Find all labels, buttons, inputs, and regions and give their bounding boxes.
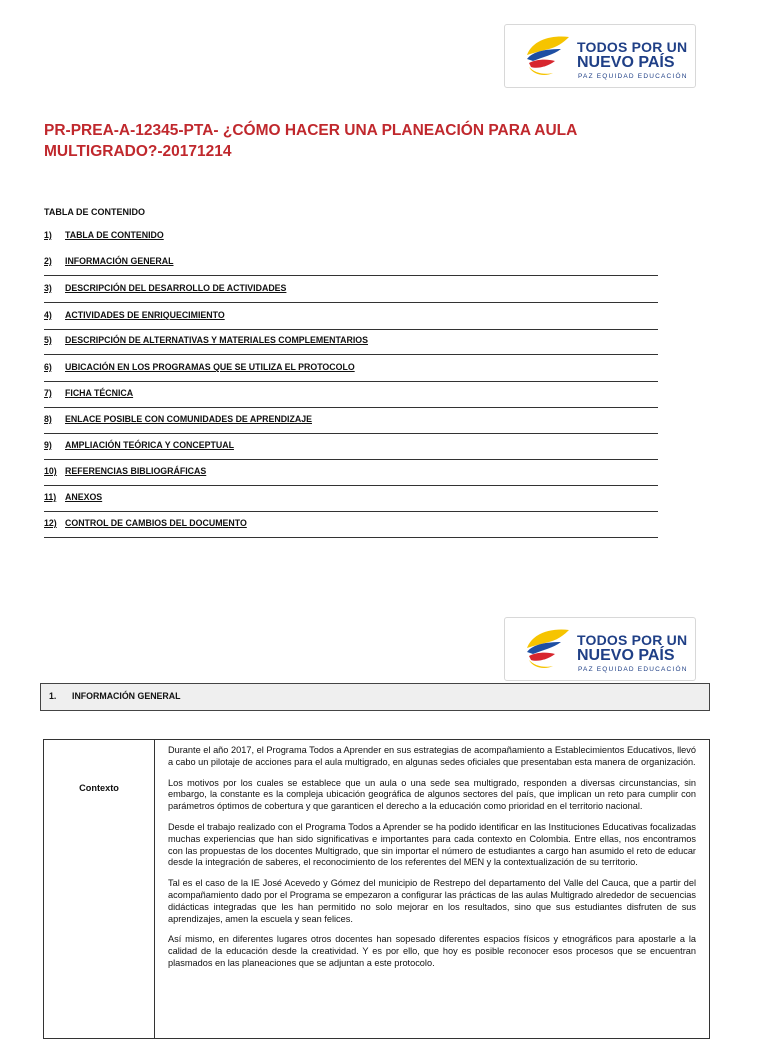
section-header [40, 683, 710, 711]
toc-item-label[interactable]: UBICACIÓN EN LOS PROGRAMAS QUE SE UTILIZA EL PROTOCOLO [65, 362, 355, 372]
context-paragraph: Durante el año 2017, el Programa Todos a Aprender en sus estrategias de acompañamiento a Establecimientos Educativos, llevó a cabo un pilotaje de acciones para el aula multigrado, en algunas sedes oficiales que presentaban esta manera de organización. [168, 745, 696, 767]
toc-item-number: 1) [44, 230, 52, 240]
toc-divider [44, 511, 658, 512]
toc-divider [44, 459, 658, 460]
toc-item-number: 9) [44, 440, 52, 450]
toc-item[interactable] [44, 464, 658, 486]
brand-line-2: NUEVO PAÍS [577, 54, 675, 71]
toc-item[interactable] [44, 360, 658, 382]
brand-logo [504, 24, 696, 88]
context-paragraph: Tal es el caso de la IE José Acevedo y Gómez del municipio de Restrepo del departamento del Valle del Cauca, que a partir del acompañamiento dado por el Programa se empezaron a configurar las prácticas de las aulas Multigrado alrededor de secuencias didácticas integradas que les han permitido no solo mejorar en los resultados, sino que sus estudiantes disfruten de sus aprendizajes, amen la escuela y sean felices. [168, 878, 696, 924]
toc-item-label[interactable]: ACTIVIDADES DE ENRIQUECIMIENTO [65, 310, 225, 320]
toc-item-label[interactable]: CONTROL DE CAMBIOS DEL DOCUMENTO [65, 518, 247, 528]
toc-divider [44, 433, 658, 434]
toc-item-number: 10) [44, 466, 57, 476]
context-paragraph: Los motivos por los cuales se establece que un aula o una sede sea multigrado, responden a diversas circunstancias, sin embargo, la constante es la compleja ubicación geográfica de algunos sectores del país, que implican un reto para cumplir con parámetros óptimos de cobertura y que garanticen el derecho a la educación como prioridad en el territorio nacional. [168, 777, 696, 812]
context-table [43, 739, 710, 1039]
toc-divider [44, 537, 658, 538]
context-label: Contexto [79, 783, 119, 793]
toc-divider [44, 381, 658, 382]
toc-item-number: 8) [44, 414, 52, 424]
toc-item-number: 3) [44, 283, 52, 293]
brand-logo [504, 617, 696, 681]
colombia-flag-icon [523, 626, 571, 672]
brand-line-3: PAZ EQUIDAD EDUCACIÓN [578, 666, 688, 673]
toc-item[interactable] [44, 254, 658, 276]
context-content-cell [168, 745, 696, 979]
toc-divider [44, 329, 658, 330]
toc-divider [44, 407, 658, 408]
toc-item[interactable] [44, 490, 658, 512]
toc-item-label[interactable]: ANEXOS [65, 492, 103, 502]
toc-item[interactable] [44, 438, 658, 460]
toc-item-label[interactable]: DESCRIPCIÓN DE ALTERNATIVAS Y MATERIALES COMPLEMENTARIOS [65, 335, 369, 345]
toc-item[interactable] [44, 308, 658, 330]
toc-item-label[interactable]: ENLACE POSIBLE CON COMUNIDADES DE APRENDIZAJE [65, 414, 312, 424]
toc-item-number: 2) [44, 256, 52, 266]
toc-item-number: 7) [44, 388, 52, 398]
brand-line-3: PAZ EQUIDAD EDUCACIÓN [578, 73, 688, 80]
brand-line-1: TODOS POR UN [577, 39, 688, 55]
toc-item-number: 4) [44, 310, 52, 320]
toc-item-number: 12) [44, 518, 57, 528]
toc-divider [44, 354, 658, 355]
toc-heading: TABLA DE CONTENIDO [44, 207, 145, 217]
toc-item-label[interactable]: FICHA TÉCNICA [65, 388, 134, 398]
toc-item[interactable] [44, 516, 658, 538]
toc-item[interactable] [44, 228, 658, 250]
toc-divider [44, 275, 658, 276]
brand-line-1: TODOS POR UN [577, 632, 688, 648]
toc-item-label[interactable]: TABLA DE CONTENIDO [65, 230, 164, 240]
toc-item-label[interactable]: DESCRIPCIÓN DEL DESARROLLO DE ACTIVIDADES [65, 283, 287, 293]
toc-item[interactable] [44, 386, 658, 408]
toc-item[interactable] [44, 333, 658, 355]
toc-item-label[interactable]: REFERENCIAS BIBLIOGRÁFICAS [65, 466, 207, 476]
toc-item-label[interactable]: AMPLIACIÓN TEÓRICA Y CONCEPTUAL [65, 440, 234, 450]
colombia-flag-icon [523, 33, 571, 79]
toc-item-label[interactable]: INFORMACIÓN GENERAL [65, 256, 174, 266]
toc-item[interactable] [44, 412, 658, 434]
context-label-cell [44, 740, 155, 1038]
toc-item-number: 5) [44, 335, 52, 345]
context-paragraph: Desde el trabajo realizado con el Programa Todos a Aprender se ha podido identificar en las Instituciones Educativas focalizadas muchas experiencias que han sido significativas e importantes para cada contexto en Colombia. Entre ellas, nos encontramos con las propuestas de los docentes Multigrado, que sin importar el número de estudiantes a cargo han asumido el reto de educar desde la integración de saberes, el reconocimiento de los referentes del MEN y la contextualización de su territorio. [168, 821, 696, 868]
brand-line-2: NUEVO PAÍS [577, 647, 675, 664]
toc-divider [44, 302, 658, 303]
toc-item-number: 6) [44, 362, 52, 372]
section-number: 1. [49, 691, 57, 701]
toc-item-number: 11) [44, 492, 57, 502]
document-title: PR-PREA-A-12345-PTA- ¿CÓMO HACER UNA PLANEACIÓN PARA AULA MULTIGRADO?-20171214 [44, 122, 577, 160]
section-title: INFORMACIÓN GENERAL [72, 691, 181, 701]
toc-divider [44, 485, 658, 486]
toc-item[interactable] [44, 281, 658, 303]
context-paragraph: Así mismo, en diferentes lugares otros docentes han sopesado diferentes espacios físicos y etnográficos para apostarle a la calidad de la educación desde la creatividad. Y es por ello, que hoy es posible reconocer esos procesos que se encuentran plasmados en las planeaciones que se adjuntan a este protocolo. [168, 934, 696, 968]
